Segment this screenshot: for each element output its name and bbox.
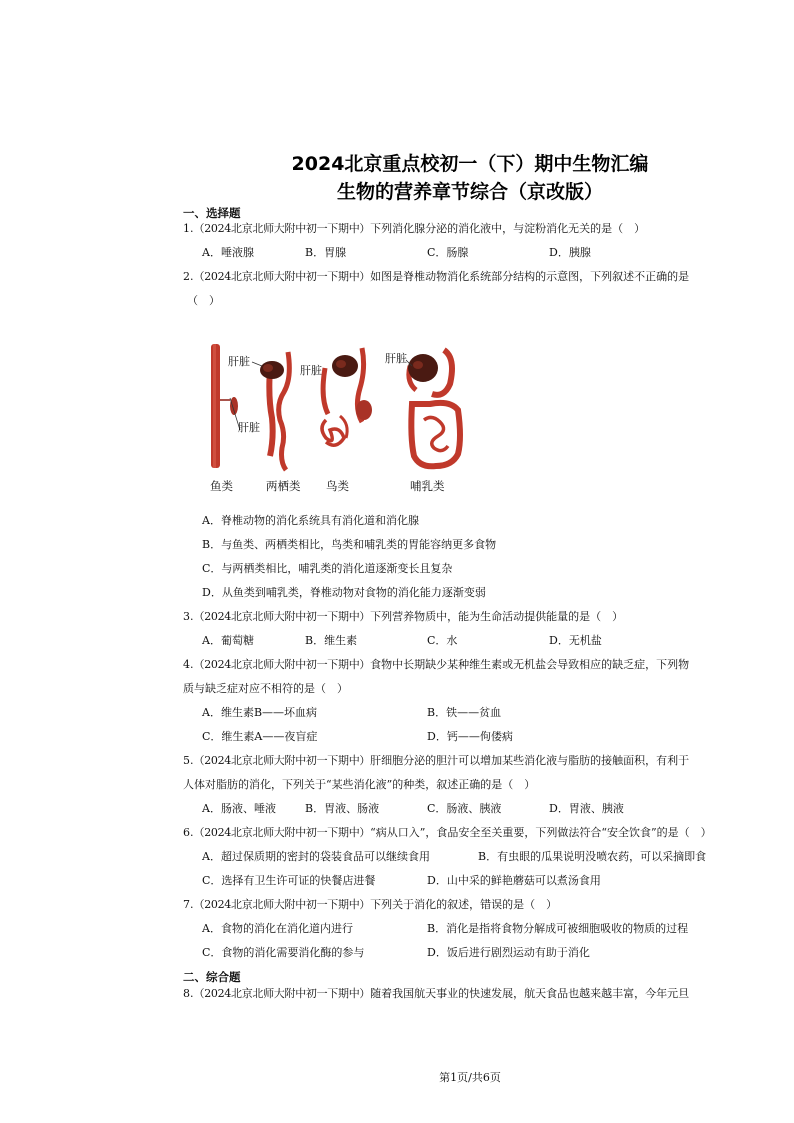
question-4-stem-continued: 质与缺乏症对应不相符的是（ ） (183, 682, 348, 695)
option-d[interactable]: D．钙——佝偻病 (427, 730, 513, 743)
option-a[interactable]: A．葡萄糖 (202, 634, 254, 647)
question-4 (183, 658, 763, 672)
question-number: 7. (183, 898, 194, 911)
question-3-options (202, 634, 762, 650)
question-7-options-row1 (202, 922, 762, 938)
digestive-system-figure (200, 338, 470, 498)
question-2-option-b[interactable]: B．与鱼类、两栖类相比，鸟类和哺乳类的胃能容纳更多食物 (202, 538, 497, 551)
question-stem: 如图是脊椎动物消化系统部分结构的示意图，下列叙述不正确的是 (370, 270, 690, 283)
question-stem: 肝细胞分泌的胆汁可以增加某些消化液与脂肪的接触面积，有利于 (370, 754, 690, 767)
question-source: （2024北京北师大附中初一下期中） (193, 610, 371, 623)
label-mammal: 哺乳类 (410, 479, 445, 493)
label-bird: 鸟类 (326, 479, 349, 493)
page-footer: 第1页/共6页 (439, 1071, 501, 1084)
question-7-options-row2 (202, 946, 762, 962)
option-d[interactable]: D．胰腺 (549, 246, 591, 259)
mammal-digestive-tract (406, 350, 460, 466)
question-source: （2024北京北师大附中初一下期中） (193, 898, 371, 911)
label-liver-fish: 肝脏 (238, 421, 260, 434)
option-c[interactable]: C．食物的消化需要消化酶的参与 (202, 946, 365, 959)
question-number: 6. (183, 826, 194, 839)
bird-digestive-tract (322, 348, 372, 445)
question-number: 8. (183, 987, 194, 1000)
label-liver-bird: 肝脏 (300, 364, 322, 377)
question-stem: 下列关于消化的叙述，错误的是（ ） (370, 898, 558, 911)
option-c[interactable]: C．肠腺 (427, 246, 469, 259)
option-a[interactable]: A．食物的消化在消化道内进行 (202, 922, 353, 935)
question-7 (183, 898, 763, 912)
question-number: 3. (183, 610, 194, 623)
question-5 (183, 754, 763, 768)
option-c[interactable]: C．选择有卫生许可证的快餐店进餐 (202, 874, 376, 887)
label-liver-mammal: 肝脏 (385, 352, 407, 365)
question-6 (183, 826, 763, 840)
option-b[interactable]: B．有虫眼的瓜果说明没喷农药，可以采摘即食 (478, 850, 707, 863)
question-8 (183, 987, 763, 1001)
option-d[interactable]: D．胃液、胰液 (549, 802, 624, 815)
question-4-options-row2 (202, 730, 762, 746)
question-6-options-row1 (202, 850, 762, 866)
question-4-options-row1 (202, 706, 762, 722)
label-amphibian: 两栖类 (266, 479, 301, 493)
option-a[interactable]: A．超过保质期的密封的袋装食品可以继续食用 (202, 850, 430, 863)
page-subtitle: 生物的营养章节综合（京改版） (336, 181, 603, 203)
question-2-option-a[interactable]: A．脊椎动物的消化系统具有消化道和消化腺 (202, 514, 419, 527)
question-source: （2024北京北师大附中初一下期中） (193, 222, 371, 235)
question-source: （2024北京北师大附中初一下期中） (193, 270, 371, 283)
question-source: （2024北京北师大附中初一下期中） (193, 754, 371, 767)
question-source: （2024北京北师大附中初一下期中） (193, 826, 371, 839)
option-b[interactable]: B．胃液、肠液 (305, 802, 380, 815)
question-stem: 随着我国航天事业的快速发展，航天食品也越来越丰富，今年元旦 (370, 987, 690, 1000)
label-fish: 鱼类 (210, 479, 233, 493)
question-3 (183, 610, 763, 624)
question-number: 4. (183, 658, 194, 671)
option-d[interactable]: D．饭后进行剧烈运动有助于消化 (427, 946, 590, 959)
question-stem: 食物中长期缺少某种维生素或无机盐会导致相应的缺乏症，下列物 (370, 658, 690, 671)
option-a[interactable]: A．肠液、唾液 (202, 802, 276, 815)
question-number: 2. (183, 270, 194, 283)
option-a[interactable]: A．唾液腺 (202, 246, 254, 259)
option-b[interactable]: B．铁——贫血 (427, 706, 502, 719)
question-2 (183, 270, 763, 284)
option-c[interactable]: C．维生素A——夜盲症 (202, 730, 318, 743)
option-b[interactable]: B．胃腺 (305, 246, 347, 259)
question-source: （2024北京北师大附中初一下期中） (193, 987, 371, 1000)
question-stem: 下列消化腺分泌的消化液中，与淀粉消化无关的是（ ） (370, 222, 646, 235)
page-title: 2024北京重点校初一（下）期中生物汇编 (291, 153, 649, 175)
question-stem: “病从口入”，食品安全至关重要，下列做法符合“安全饮食”的是（ ） (370, 826, 712, 839)
question-number: 5. (183, 754, 194, 767)
question-6-options-row2 (202, 874, 762, 890)
question-number: 1. (183, 222, 194, 235)
question-1-options (202, 246, 762, 262)
label-liver-amphibian: 肝脏 (228, 355, 250, 368)
option-b[interactable]: B．维生素 (305, 634, 358, 647)
question-stem: 下列营养物质中，能为生命活动提供能量的是（ ） (370, 610, 624, 623)
option-a[interactable]: A．维生素B——坏血病 (202, 706, 318, 719)
amphibian-digestive-tract (252, 352, 289, 470)
question-5-stem-continued: 人体对脂肪的消化，下列关于“某些消化液”的种类，叙述正确的是（ ） (183, 778, 536, 791)
question-5-options (202, 802, 762, 818)
question-1 (183, 222, 763, 236)
option-d[interactable]: D．山中采的鲜艳蘑菇可以煮汤食用 (427, 874, 601, 887)
option-b[interactable]: B．消化是指将食物分解成可被细胞吸收的物质的过程 (427, 922, 689, 935)
section-heading-comprehensive: 二、综合题 (183, 970, 241, 984)
section-heading-choice: 一、选择题 (183, 206, 241, 220)
question-2-option-c[interactable]: C．与两栖类相比，哺乳类的消化道逐渐变长且复杂 (202, 562, 453, 575)
option-d[interactable]: D．无机盐 (549, 634, 602, 647)
question-2-option-d[interactable]: D．从鱼类到哺乳类，脊椎动物对食物的消化能力逐渐变弱 (202, 586, 486, 599)
option-c[interactable]: C．水 (427, 634, 458, 647)
question-source: （2024北京北师大附中初一下期中） (193, 658, 371, 671)
option-c[interactable]: C．肠液、胰液 (427, 802, 502, 815)
question-2-stem-continued: （ ） (187, 294, 220, 307)
